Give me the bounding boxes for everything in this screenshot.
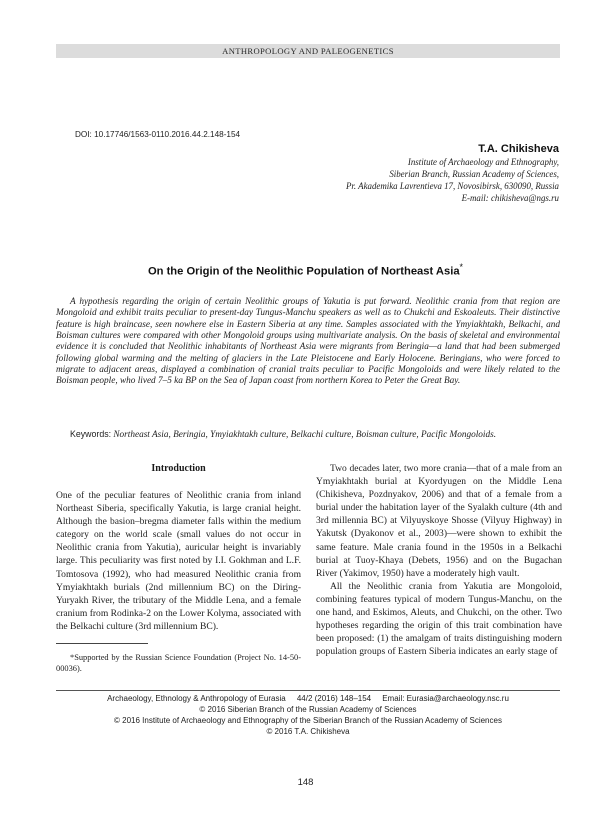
keywords <box>56 428 560 441</box>
abstract: A hypothesis regarding the origin of certain Neolithic groups of Yakutia is put forward. Neolithic crania from that region are Mongoloid and exhibit traits peculiar to present-day Tungus-Manchu speakers as well as to Chukchi and Eskoaleuts. Their distinctive feature is high braincase, seen nowhere else in Eastern Siberia at any time. Samples associated with the Ymyiakhtakh, Belkachi, and Boisman cultures were compared with other Mongoloid groups using multivariate analysis. On the basis of skeletal and environmental evidence it is concluded that Neolithic inhabitants of Northeast Asia were migrants from Beringia—a land that had been submerged following global warming and the melting of glaciers in the Late Pleistocene and Early Holocene. Beringians, who were forced to migrate to adjacent areas, displayed a combination of cranial traits peculiar to Pacific Mongoloids and were likely related to the Boisman people, who lived 7–5 ka BP on the Sea of Japan coast from northern Korea to Peter the Great Bay. <box>56 297 560 387</box>
footer-copyright-line: © 2016 T.A. Chikisheva <box>266 727 350 736</box>
right-column <box>316 462 562 658</box>
affiliation-line: Institute of Archaeology and Ethnography, <box>407 157 559 167</box>
keywords-text: Northeast Asia, Beringia, Ymyiakhtakh culture, Belkachi culture, Boisman culture, Pacific Mongoloids. <box>113 430 497 440</box>
journal-section-header: ANTHROPOLOGY AND PALEOGENETICS <box>56 44 560 58</box>
paper-title <box>0 262 611 278</box>
page-number: 148 <box>297 777 314 788</box>
affiliation-line: Siberian Branch, Russian Academy of Sciences, <box>389 169 559 179</box>
author-email: E-mail: chikisheva@ngs.ru <box>461 193 559 203</box>
footer-journal-line: Archaeology, Ethnology & Anthropology of Eurasia 44/2 (2016) 148–154 Email: Eurasia@archaeology.nsc.ru <box>107 694 509 703</box>
affiliation-line: Pr. Akademika Lavrentieva 17, Novosibirsk, 630090, Russia <box>346 181 559 191</box>
body-paragraph: One of the peculiar features of Neolithic crania from inland Northeast Siberia, specifically Yakutia, is large cranial height. Although the basion–bregma diameter falls within the medium category on the world scale (small values do not occur in Neolithic crania from Yakutia), auricular height is invariably large. This peculiarity was first noted by I.I. Gokhman and L.F. Tomtosova (1992), who had measured Neolithic crania from Ymyiakhtakh burials (2nd millennium BC) on the Diring-Yuryakh River, the tributary of the Middle Lena, and a female cranium from Rodinka-2 on the Lower Kolyma, associated with the Belkachi culture (3rd millennium BC). <box>56 490 301 632</box>
body-paragraph: Two decades later, two more crania—that of a male from an Ymyiakhtakh burial at Kyordyugen on the Middle Lena (Chikisheva, Pozdnyakov, 2006) and that of a female from a burial under the habitation layer of the Syalakh culture (4th and 3rd millennia BC) at Vilyuyskoye Shosse (Vilyuy Highway) in Yakutsk (Dyakonov et al., 2003)—were shown to exhibit the same feature. Male crania found in the 1950s in a Belkachi burial at Tuoy-Khaya (Debets, 1956) and on the Bugachan River (Yakimov, 1950) have a moderately high vault. <box>316 463 562 579</box>
doi: DOI: 10.17746/1563-0110.2016.44.2.148-154 <box>75 130 241 139</box>
footnote: *Supported by the Russian Science Foundation (Project No. 14-50-00036). <box>56 653 301 673</box>
footer-copyright-line: © 2016 Institute of Archaeology and Ethnography of the Siberian Branch of the Russian Academy of Sciences <box>114 716 502 725</box>
left-column <box>56 462 301 633</box>
keywords-label: Keywords: <box>70 429 112 439</box>
footnote-mark: * <box>459 262 464 272</box>
page-footer <box>56 693 560 737</box>
footnote-divider <box>56 643 148 644</box>
introduction-heading: Introduction <box>151 463 206 474</box>
paper-title-text: On the Origin of the Neolithic Population of Northeast Asia <box>147 265 460 278</box>
body-paragraph: All the Neolithic crania from Yakutia are Mongoloid, combining features typical of modern Tungus-Manchu, on the one hand, and Eskimos, Aleuts, and Chukchi, on the other. Two hypotheses regarding the origin of this trait combination have been proposed: (1) the amalgam of traits distinguishing modern population groups of Eastern Siberia indicates an early stage of <box>316 580 562 658</box>
author-block <box>259 142 559 204</box>
author-name: T.A. Chikisheva <box>478 143 559 155</box>
footer-divider <box>56 690 560 691</box>
footer-copyright-line: © 2016 Siberian Branch of the Russian Academy of Sciences <box>199 705 417 714</box>
